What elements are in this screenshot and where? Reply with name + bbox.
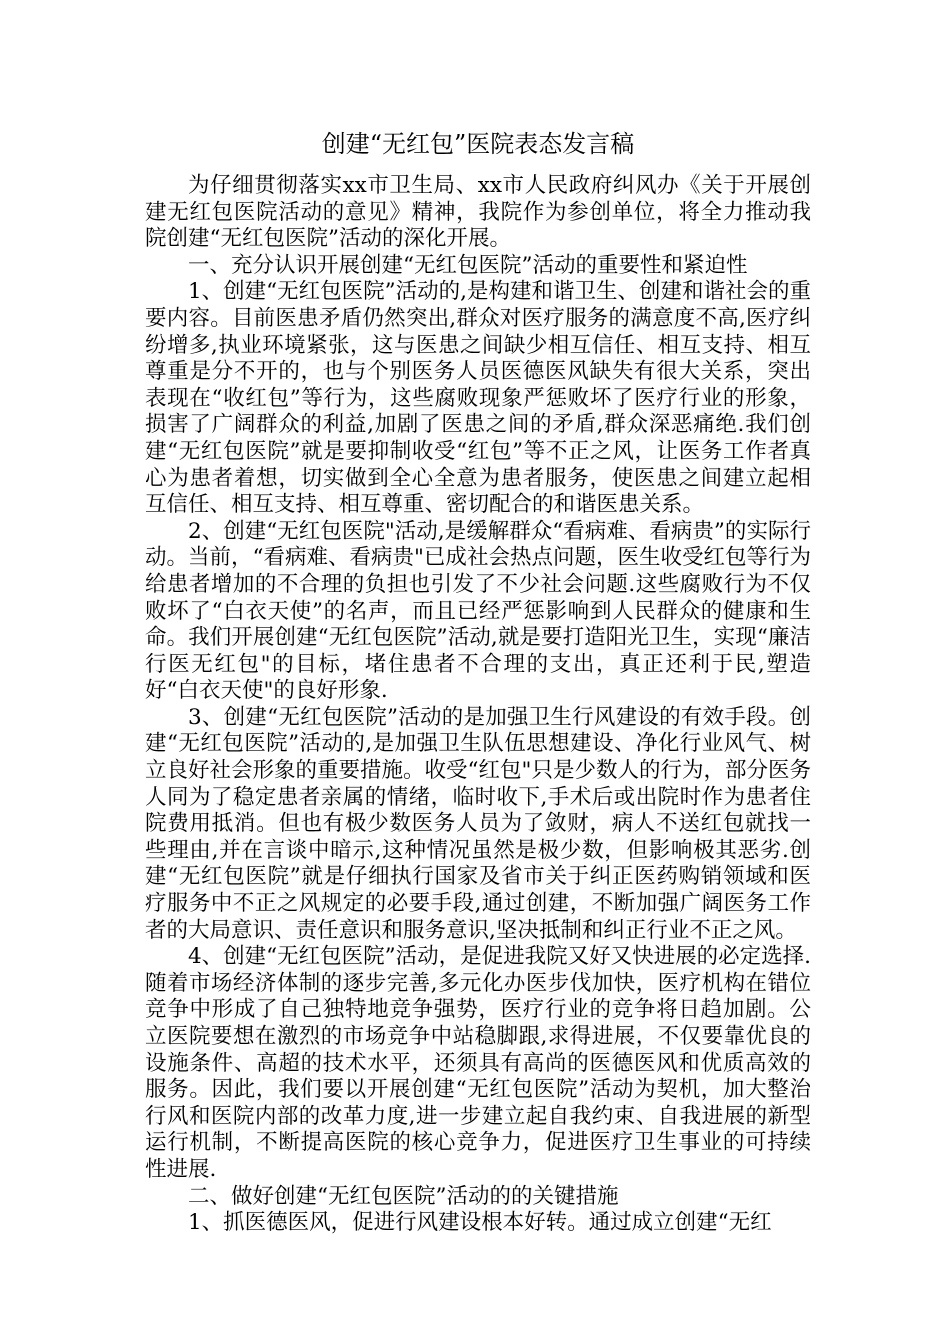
body-paragraph-3: 3、创建“无红包医院”活动的是加强卫生行风建设的有效手段。创建“无红包医院”活动的,是加强卫生队伍思想建设、净化行业风气、树立良好社会形象的重要措施。收受“红包"只是少数人的行为，部分医务人同为了稳定患者亲属的情绪，临时收下,手术后或出院时作为患者住院费用抵消。但也有极少数医务人员为了敛财，病人不送红包就找一些理由,并在言谈中暗示,这种情况虽然是极少数，但影响极其恶劣.创建“无红包医院”就是仔细执行国家及省市关于纠正医药购销领域和医疗服务中不正之风规定的必要手段,通过创建，不断加强广阔医务工作者的大局意识、责任意识和服务意识,坚决抵制和纠正行业不正之风。 (145, 704, 811, 943)
body-paragraph-2: 2、创建“无红包医院"活动,是缓解群众“看病难、看病贵”的实际行动。当前，“看病难、看病贵"已成社会热点问题，医生收受红包等行为给患者增加的不合理的负担也引发了不少社会问题.这些腐败行为不仅败坏了“白衣天使”的名声，而且已经严惩影响到人民群众的健康和生命。我们开展创建“无红包医院”活动,就是要打造阳光卫生，实现“廉洁行医无红包"的目标，堵住患者不合理的支出，真正还利于民,塑造好“白衣天使"的良好形象. (145, 518, 811, 704)
document-page (145, 128, 811, 1237)
section-heading-2: 二、做好创建“无红包医院”活动的的关键措施 (188, 1183, 619, 1209)
intro-paragraph: 为仔细贯彻落实xx市卫生局、xx市人民政府纠风办《关于开展创建无红包医院活动的意见》精神，我院作为参创单位，将全力推动我院创建“无红包医院”活动的深化开展。 (145, 173, 811, 252)
body-paragraph-4: 4、创建“无红包医院”活动，是促进我院又好又快进展的必定选择.随着市场经济体制的逐步完善,多元化办医步伐加快，医疗机构在错位竞争中形成了自己独特地竞争强势，医疗行业的竞争将日趋加剧。公立医院要想在激烈的市场竞争中站稳脚跟,求得进展，不仅要靠优良的设施条件、高超的技术水平，还须具有高尚的医德医风和优质高效的服务。因此，我们要以开展创建“无红包医院”活动为契机，加大整治行风和医院内部的改革力度,进一步建立起自我约束、自我进展的新型运行机制，不断提高医院的核心竞争力，促进医疗卫生事业的可持续性进展. (145, 944, 811, 1182)
body-paragraph-1: 1、创建“无红包医院”活动的,是构建和谐卫生、创建和谐社会的重要内容。目前医患矛盾仍然突出,群众对医疗服务的满意度不高,医疗纠纷增多,执业环境紧张，这与医患之间缺少相互信任、相互支持、相互尊重是分不开的，也与个别医务人员医德医风缺失有很大关系，突出表现在“收红包”等行为，这些腐败现象严惩败坏了医疗行业的形象，损害了广阔群众的利益,加剧了医患之间的矛盾,群众深恶痛绝.我们创建“无红包医院”就是要抑制收受“红包”等不正之风，让医务工作者真心为患者着想，切实做到全心全意为患者服务，使医患之间建立起相互信任、相互支持、相互尊重、密切配合的和谐医患关系。 (145, 279, 811, 518)
document-title: 创建“无红包”医院表态发言稿 (321, 130, 635, 158)
section-heading-1: 一、充分认识开展创建“无红包医院”活动的重要性和紧迫性 (188, 252, 748, 278)
body-paragraph-5: 1、抓医德医风，促进行风建设根本好转。通过成立创建“无红 (188, 1210, 772, 1236)
